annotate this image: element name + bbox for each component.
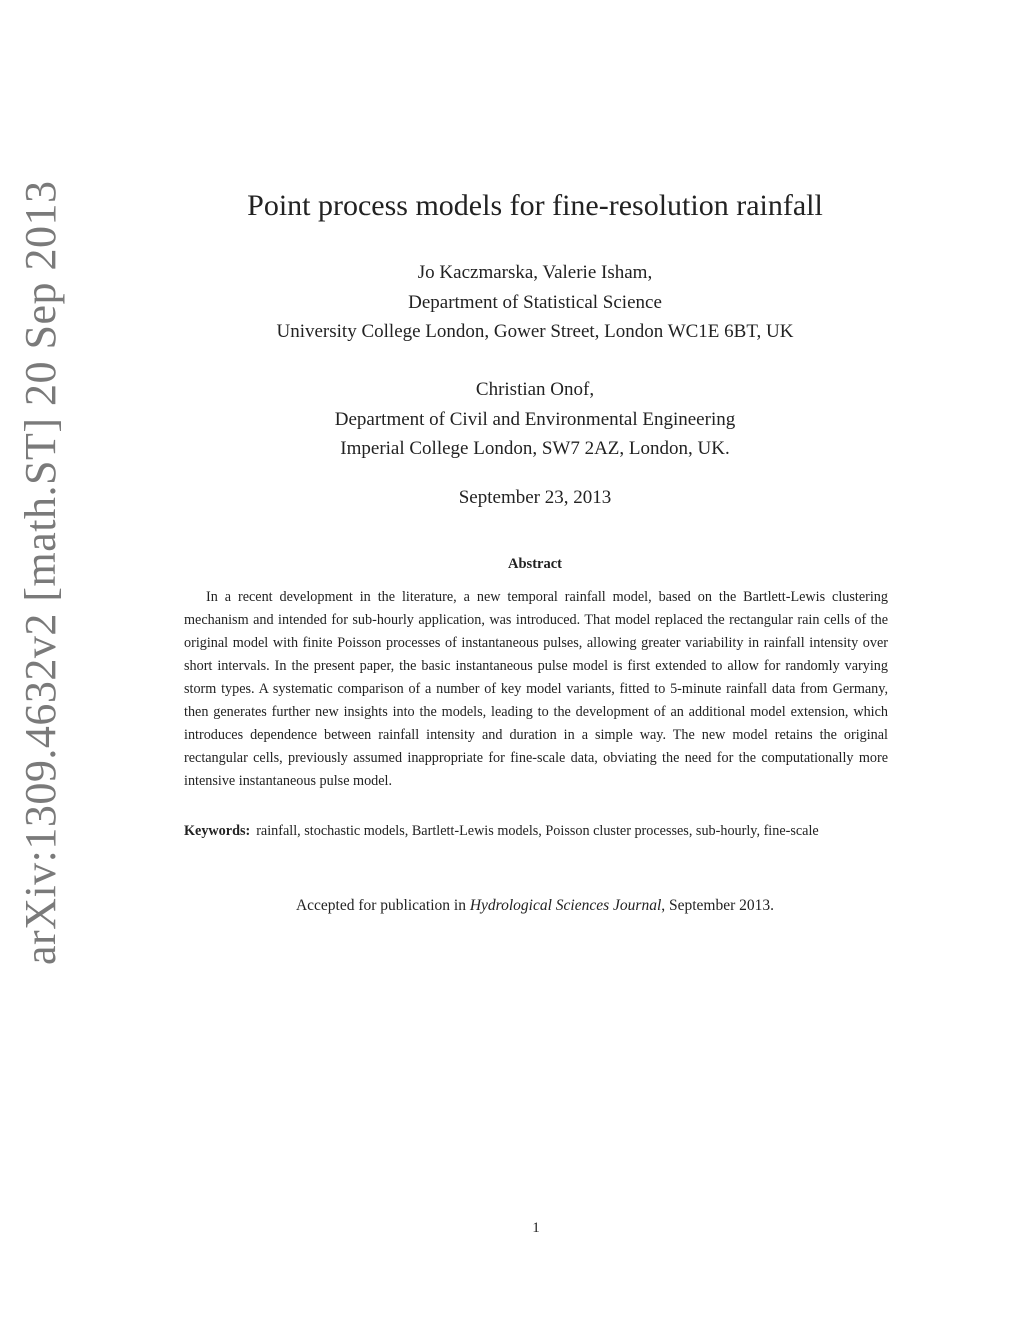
author-block-ucl: [180, 258, 890, 347]
paper-date: September 23, 2013: [458, 487, 612, 508]
paper-title: Point process models for fine-resolution rainfall: [247, 189, 823, 222]
keywords-text: rainfall, stochastic models, Bartlett-Lewis models, Poisson cluster processes, sub-hourly, fine-scale: [256, 823, 819, 839]
keywords-paragraph: [184, 819, 888, 844]
abstract-heading: Abstract: [508, 556, 562, 572]
author-address: University College London, Gower Street, London WC1E 6BT, UK: [276, 321, 794, 342]
acceptance-suffix: , September 2013.: [661, 897, 775, 914]
arxiv-identifier-stamp: arXiv:1309.4632v2 [math.ST] 20 Sep 2013: [16, 180, 65, 965]
abstract-body: In a recent development in the literature, a new temporal rainfall model, based on the Bartlett-Lewis clustering mechanism and intended for sub-hourly application, was introduced. That model replaced the rectangular rain cells of the original model with finite Poisson processes of instantaneous pulses, allowing greater variability in rainfall intensity over short intervals. In the present paper, the basic instantaneous pulse model is first extended to allow for randomly varying storm types. A systematic comparison of a number of key model variants, fitted to 5-minute rainfall data from Germany, then generates further new insights into the models, leading to the development of an additional model extension, which introduces dependence between rainfall intensity and duration in a simple way. The new model retains the original rectangular cells, previously assumed inappropriate for fine-scale data, obviating the need for the computationally more intensive instantaneous pulse model.: [184, 589, 888, 789]
acceptance-note: [180, 894, 890, 918]
acceptance-prefix: Accepted for publication in: [295, 897, 470, 914]
author-names: Christian Onof,: [475, 379, 595, 400]
author-department: Department of Statistical Science: [408, 291, 662, 313]
page-number: 1: [532, 1220, 540, 1236]
author-address: Imperial College London, SW7 2AZ, London, UK.: [340, 438, 730, 459]
journal-name: Hydrological Sciences Journal: [469, 897, 662, 914]
author-department: Department of Civil and Environmental Engineering: [334, 408, 736, 430]
author-block-imperial: [180, 375, 890, 464]
author-names: Jo Kaczmarska, Valerie Isham,: [417, 262, 653, 283]
keywords-label: Keywords:: [184, 823, 251, 839]
